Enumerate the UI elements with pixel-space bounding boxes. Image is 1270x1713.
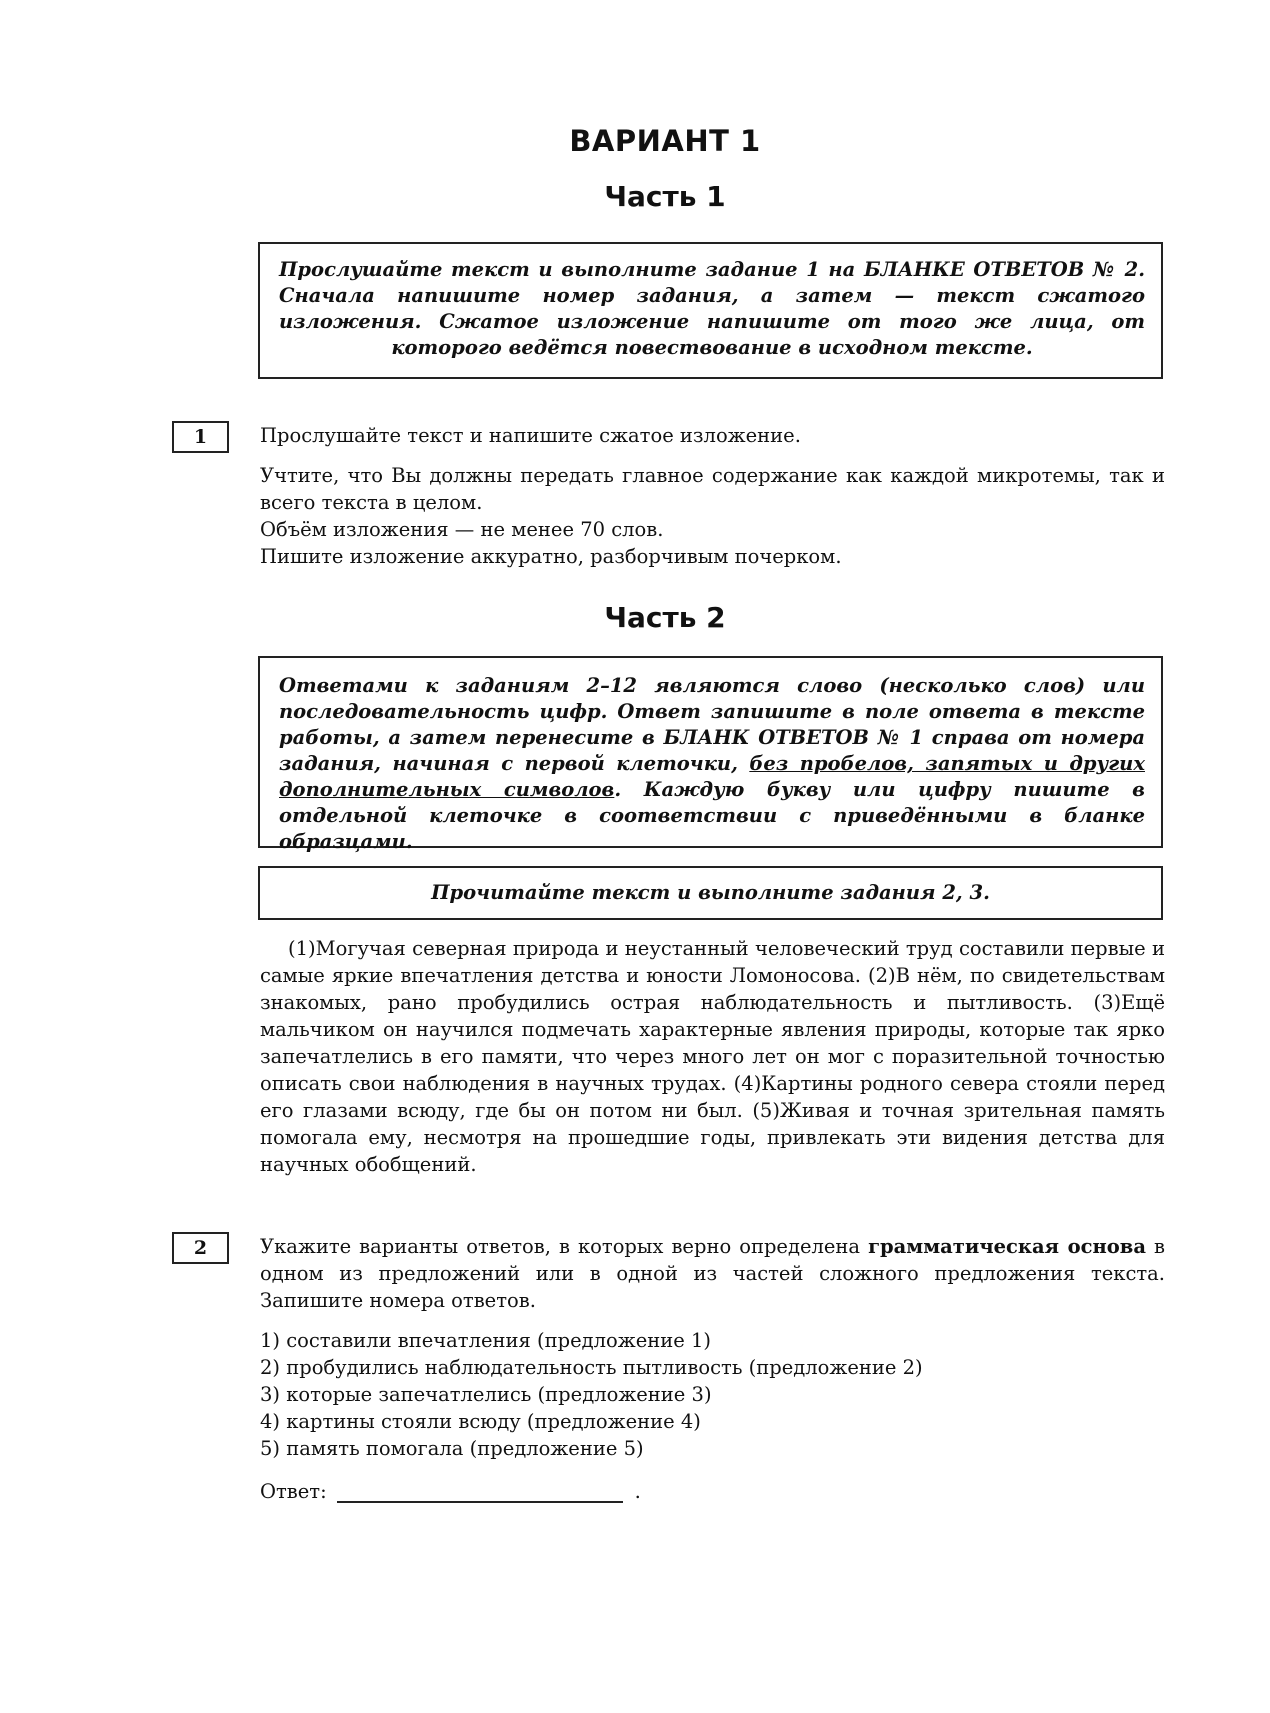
- task2-number: 2: [193, 1237, 208, 1259]
- task2-option-2: 2) пробудились наблюдательность пытливость (предложение 2): [260, 1356, 923, 1379]
- answer-field[interactable]: [337, 1479, 623, 1503]
- part1-instruction-text: Прослушайте текст и выполните задание 1 на БЛАНКЕ ОТВЕТОВ № 2. Сначала напишите номер задания, а затем — текст сжатого изложения. Сжатое изложение напишите от того же лица, от которого ведётся повествование в исходном тексте.: [279, 258, 1145, 359]
- part2-instruction-b: . Каждую букву или цифру пишите в отдельной клеточке в соответствии с приведёнными в бланке образцами.: [279, 778, 1145, 853]
- task2-option-4: 4) картины стояли всюду (предложение 4): [260, 1410, 701, 1433]
- task2-content: [260, 1233, 1165, 1462]
- part2-title: Часть 2: [604, 601, 726, 634]
- task2-answer-row: [260, 1479, 641, 1503]
- task1-line4: Пишите изложение аккуратно, разборчивым почерком.: [260, 545, 842, 568]
- reading-paragraph: (1)Могучая северная природа и неустанный человеческий труд составили первые и самые яркие впечатления детства и юности Ломоносова. (2)В нём, по свидетельствам знакомых, рано пробудились острая наблюдательность и пытливость. (3)Ещё мальчиком он научился подмечать характерные явления природы, которые так ярко запечатлелись в его памяти, что через много лет он мог с поразительной точностью описать свои наблюдения в научных трудах. (4)Картины родного севера стояли перед его глазами всюду, где бы он потом ни был. (5)Живая и точная зрительная память помогала ему, несмотря на прошедшие годы, привлекать эти видения детства для научных обобщений.: [260, 937, 1165, 1176]
- part2-instruction-box: [258, 656, 1163, 853]
- task1-number-box: [172, 421, 229, 453]
- part2-instruction-a: Ответами к заданиям 2–12 являются слово (несколько слов) или последовательность цифр. Ответ запишите в поле ответа в тексте работы, а затем перенесите в БЛАНК ОТВЕТОВ № 1 справа от номера задания, начиная с первой клеточки,: [279, 674, 1145, 775]
- task1-content: [260, 422, 1165, 570]
- reading-text: [260, 935, 1165, 1178]
- task2-number-box: [172, 1232, 229, 1264]
- task1-number: 1: [193, 426, 208, 448]
- reading-instruction-box: [258, 866, 1163, 920]
- part1-title: Часть 1: [604, 180, 726, 213]
- task2-question: [260, 1233, 1165, 1314]
- part1-instruction-box: [258, 242, 1163, 379]
- task1-line3: Объём изложения — не менее 70 слов.: [260, 518, 664, 541]
- task1-line1: Прослушайте текст и напишите сжатое изложение.: [260, 424, 801, 447]
- task2-question-b: в одном из предложений или в одной из частей сложного предложения текста. Запишите номера ответов.: [260, 1235, 1165, 1312]
- part2-instruction-underlined: без пробелов, запятых и других дополнительных символов: [279, 752, 1145, 801]
- task2-option-3: 3) которые запечатлелись (предложение 3): [260, 1383, 712, 1406]
- task2-option-1: 1) составили впечатления (предложение 1): [260, 1329, 711, 1352]
- task1-line2: Учтите, что Вы должны передать главное содержание как каждой микротемы, так и всего текста в целом.: [260, 464, 1165, 514]
- answer-label: Ответ:: [260, 1480, 327, 1503]
- part2-instruction-text: [279, 673, 1145, 855]
- task2-option-5: 5) память помогала (предложение 5): [260, 1437, 644, 1460]
- variant-title: ВАРИАНТ 1: [569, 124, 761, 158]
- answer-dot: .: [634, 1480, 641, 1503]
- reading-instruction-text: Прочитайте текст и выполните задания 2, 3.: [431, 881, 990, 904]
- task2-question-bold: грамматическая основа: [868, 1235, 1146, 1258]
- task2-question-a: Укажите варианты ответов, в которых верно определена: [260, 1235, 869, 1258]
